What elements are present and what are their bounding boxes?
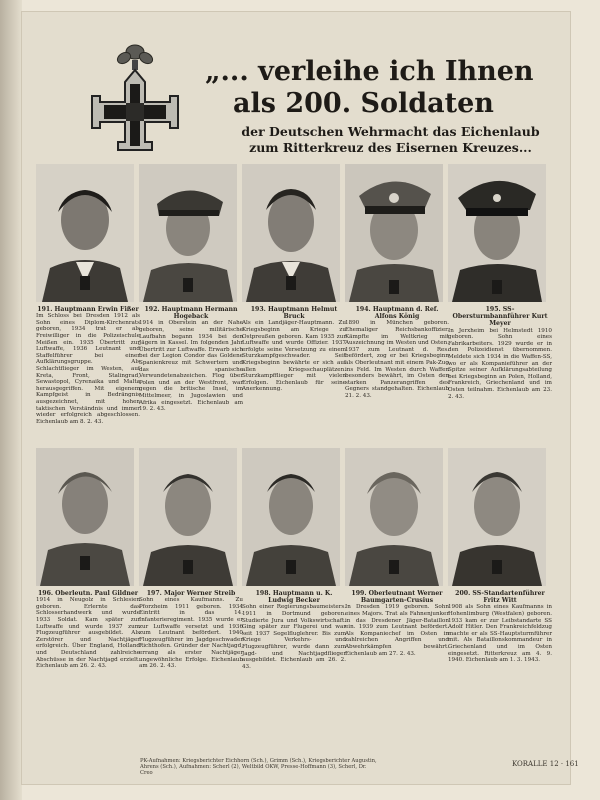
- portrait-photo: [345, 448, 443, 586]
- caption-199: [345, 590, 449, 657]
- caption-name: 195. SS-Obersturmbannführer Kurt Meyer: [452, 306, 548, 328]
- caption-200: [448, 590, 552, 664]
- caption-191: [36, 306, 140, 425]
- caption-text: Sohn einer Regierungsbaumeisters. 1911 in Dortmund geboren. Studierte Jura und Volkswirtschaft. Ging später zur Flugerei und war seit 1937 Segelfluglehrer. Bis zum Kriege Verkehrs- und Flugzeugführer, wurde dann zum Jagd- und Nachtjagdflieger ausgebildet. Eichenlaub am 26. 2. 43.: [242, 604, 346, 670]
- subheadline-line-2: zum Ritterkreuz des Eisernen Kreuzes...: [249, 140, 532, 155]
- page-number: KORALLE 12 · 161: [512, 760, 579, 768]
- caption-name: 200. SS-Standartenführer Fritz Witt: [455, 590, 545, 605]
- caption-text: 1914 in Oberstein an der Nahe geboren, seine militärische Laufbahn begann 1934 bei den Jägern in Kassel. Im folgenden Jahr Übertritt zur Luftwaffe. Erwarb sich bei der Legion Condor das Goldene Spanienkreuz mit Schwertern und das spanische Verwundetenabzeichen. Flog über Polen und an der Westfront, war gegen die britische Insel, im Mittelmeer, in Jugoslawien und Afrika eingesetzt. Eichenlaub am 19. 2. 43.: [139, 320, 243, 413]
- caption-193: [242, 306, 346, 393]
- caption-text: 1914 in Neugolz in Schlesien geboren. Erlernte das Schlosserhandwerk und wurde 1933 Soldat. Kam später zur Luftwaffe und wurde 1937 zum Flugzeugführer ausgebildet. Als Zerstörer und Nachtjäger erfolgreich. Über England, Holland und Deutschland zahlreiche Abschüsse in der Nachtjagd erzielt. Eichenlaub am 26. 2. 43.: [36, 597, 140, 670]
- caption-name: 198. Hauptmann u. K. Ludwig Becker: [255, 590, 333, 605]
- headline-line-1: „... verleihe ich Ihnen: [205, 56, 534, 87]
- portrait-photo: [139, 164, 237, 302]
- caption-name: 193. Hauptmann Helmut Bruck: [250, 306, 338, 321]
- headline: [205, 56, 560, 120]
- photo-credits: PK-Aufnahmen: Kriegsberichter Eichhorn (Sch.), Grimm (Sch.), Kriegsberichter Augustin, Ahrens (Sch.), Aufnahmen: Scherl (2), Weltbild OKW, Presse-Hoffmann (3), Scherl, Dr. Creo: [140, 758, 377, 776]
- portrait-photo: [448, 164, 546, 302]
- caption-197: [139, 590, 243, 670]
- caption-198: [242, 590, 346, 670]
- caption-name: 199. Oberleutnant Werner Baumgarten-Crusius: [351, 590, 443, 605]
- caption-text: 1908 als Sohn eines Kaufmanns in Hohenlimburg (Westfalen) geboren. 1933 kam er zur Leibstandarte SS Adolf Hitler. Den Frankreichfeldzug machte er als SS-Hauptsturmführer mit. Als Bataillonskommandeur in Griechenland und im Osten eingesetzt. Ritterkreuz am 4. 9. 1940. Eichenlaub am 1. 3. 1943.: [448, 604, 552, 664]
- caption-195: [448, 306, 552, 400]
- caption-text: In Jerxheim bei Helmstedt 1910 geboren. Sohn eines Fabrikarbeiters. 1929 wurde er in den Polizeidienst übernommen. Meldete sich 1934 in die Waffen-SS, wo er als Kompanieführer an der Spitze seiner Aufklärungsabteilung bei Kriegsbeginn an Polen, Holland, Frankreich, Griechenland und im Osten teilnahm. Eichenlaub am 23. 2. 43.: [448, 327, 552, 400]
- subheadline-line-1: der Deutschen Wehrmacht das Eichenlaub: [241, 124, 540, 139]
- headline-line-2: als 200. Soldaten: [233, 88, 494, 119]
- caption-name: 196. Oberleutn. Paul Gildner: [37, 590, 139, 597]
- caption-text: In Dresden 1919 geboren. Sohn eines Majors. Trat als Fahnenjunker in das Dresdener Jäger-Bataillon ein. 1939 zum Leutnant befördert. Als Kompaniechef im Osten in zahlreichen Angriffen und Abwehrkämpfen bewährt. Eichenlaub am 27. 2. 43.: [345, 604, 449, 657]
- caption-name: 191. Hauptmann Erwin Fißer: [37, 306, 139, 313]
- portrait-photo: [36, 164, 134, 302]
- caption-name: 192. Hauptmann Hermann Hogeback: [144, 306, 238, 321]
- caption-text: Als ein Landjäger-Hauptmann. Zu Kriegsbeginn am Kriege zu Ostpreußen geboren. Kam 1935 zur Luftwaffe und wurde Offizier. 1937 erfolgte seine Versetzung zu einem Sturzkampfgeschwader. Seit Kriegsbeginn bewährte er sich auf allen Kriegsschauplätzen. Sturzkampfflieger mit vielen Erfolgen. Eichenlaub für seine Anerkennung.: [242, 320, 346, 393]
- caption-text: Sohn eines Kaufmanns. Zu Pforzheim 1911 geboren. 1934 Eintritt in das 14. Infanterieregiment. 1935 wurde er zur Luftwaffe versetzt und 1936 zum Leutnant befördert. 1940 Flugzeugführer im Jagdgeschwader Richthofen. Gründer der Nachtjagd, errang als erster Nachtjäger ungewöhnliche Erfolge. Eichenlaub am 26. 2. 43.: [139, 597, 243, 670]
- caption-192: [139, 306, 243, 413]
- subheadline: [218, 124, 563, 156]
- portrait-photo: [36, 448, 134, 586]
- portrait-photo: [139, 448, 237, 586]
- caption-194: [345, 306, 449, 400]
- caption-name: 197. Major Werner Streib: [146, 590, 236, 597]
- portrait-photo: [345, 164, 443, 302]
- portrait-photo: [242, 448, 340, 586]
- caption-name: 194. Hauptmann d. Ref. Alfons König: [355, 306, 439, 321]
- caption-text: Im Schloss bei Dresden 1912 als Sohn eines Diplom-Kirchenrats geboren, 1934 trat er als Freiwilliger in die Polizeischule Meißen ein. 1935 Übertritt zur Luftwaffe, 1936 Leutnant und Staffelführer bei einer Aufklärungsgruppe. Als Schlachtflieger im Westen, auf Kreta, Front, Stalingrad, Sewastopol, Cyrenaika und Malta herausgegriffen. Mit eigenem Kampfgeist in Bedrängnis ausgezeichnet, mit hohen taktischen Verständnis und immer wieder erfolgreich abgeschlossen. Eichenlaub am 8. 2. 43.: [36, 313, 140, 425]
- caption-text: 1890 in München geboren. Ehemaliger Reichsbankoffizier. Kämpfte im Weltkrieg mit Auszeichnung im Westen und Osten. 1937 zum Leutnant d. Res. befördert, zog er bei Kriegsbeginn als Oberleutnant mit einem Pak-Zug ins Feld. Im Westen durch Waffen besonders bewährt, im Osten den starken Panzerangriffen des Gegners standgehalten. Eichenlaub 21. 2. 43.: [345, 320, 449, 399]
- portrait-photo: [242, 164, 340, 302]
- caption-196: [36, 590, 140, 670]
- knights-cross-oakleaves-icon: [90, 42, 180, 158]
- portrait-photo: [448, 448, 546, 586]
- binding-shadow: [0, 0, 22, 800]
